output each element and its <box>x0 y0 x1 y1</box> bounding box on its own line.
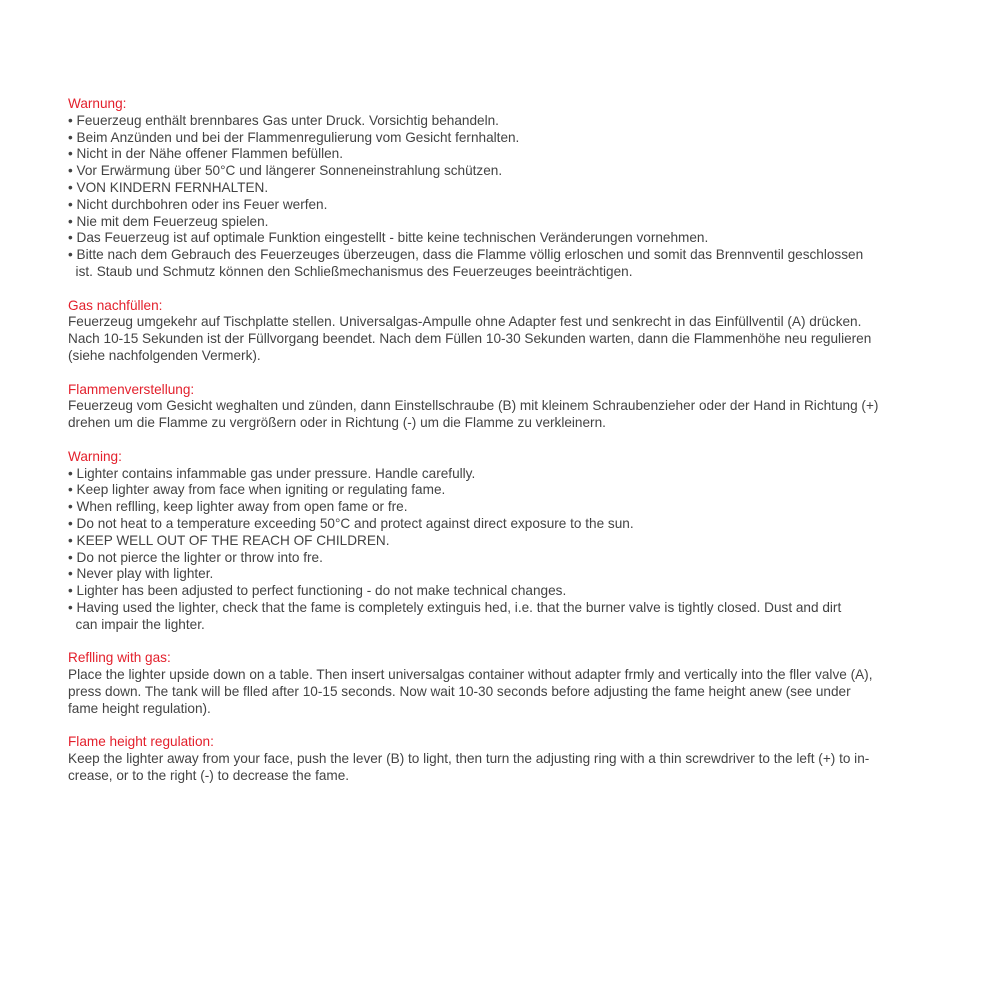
section-body-refilling-with-gas: Place the lighter upside down on a table. Then insert universalgas container without adapter frmly and vertically into the fller valve (A), press down. The tank will be flled after 10-15 seconds. Now wait 10-30 seconds before adjusting the fame height anew (see under fame height regulation). <box>68 667 873 716</box>
section-body-warning-en: • Lighter contains infammable gas under pressure. Handle carefully. • Keep lighter away from face when igniting or regulating fame. • When reflling, keep lighter away from open fame or fre. • Do not heat to a temperature exceeding 50°C and protect against direct exposure to the sun. • KEEP WELL OUT OF THE REACH OF CHILDREN. • Do not pierce the lighter or throw into fre. • Never play with lighter. • Lighter has been adjusted to perfect functioning - do not make technical changes. • Having used the lighter, check that the fame is completely extinguis hed, i.e. that the burner valve is tightly closed. Dust and dirt can impair the lighter. <box>68 465 842 632</box>
section-heading-flame-height-regulation: Flame height regulation: <box>68 734 214 750</box>
section-heading-gas-nachfuellen: Gas nachfüllen: <box>68 297 163 313</box>
section-heading-warning-en: Warning: <box>68 448 122 464</box>
section-heading-warnung-de: Warnung: <box>68 96 127 111</box>
section-body-flammenverstellung: Feuerzeug vom Gesicht weghalten und zünden, dann Einstellschraube (B) mit kleinem Schraubenzieher oder der Hand in Richtung (+) drehen um die Flamme zu vergrößern oder in Richtung (-) um die Flamme zu verkleinern. <box>68 398 879 431</box>
section-warnung-de <box>68 96 978 281</box>
section-flame-height-regulation <box>68 734 978 784</box>
section-refilling-with-gas <box>68 650 978 717</box>
section-heading-flammenverstellung: Flammenverstellung: <box>68 381 195 397</box>
section-body-flame-height-regulation: Keep the lighter away from your face, push the lever (B) to light, then turn the adjusting ring with a thin screwdriver to the left (+) to in- crease, or to the right (-) to decrease the fame. <box>68 751 870 783</box>
section-flammenverstellung <box>68 382 978 432</box>
section-body-gas-nachfuellen: Feuerzeug umgekehr auf Tischplatte stellen. Universalgas-Ampulle ohne Adapter fest und senkrecht in das Einfüllventil (A) drücken. Nach 10-15 Sekunden ist der Füllvorgang beendet. Nach dem Füllen 10-30 Sekunden warten, dann die Flammenhöhe neu regulieren (siehe nachfolgenden Vermerk). <box>68 314 872 363</box>
instruction-content <box>68 96 978 801</box>
section-body-warnung-de: • Feuerzeug enthält brennbares Gas unter Druck. Vorsichtig behandeln. • Beim Anzünden und bei der Flammenregulierung vom Gesicht fernhalten. • Nicht in der Nähe offener Flammen befüllen. • Vor Erwärmung über 50°C und längerer Sonneneinstrahlung schützen. • VON KINDERN FERNHALTEN. • Nicht durchbohren oder ins Feuer werfen. • Nie mit dem Feuerzeug spielen. • Das Feuerzeug ist auf optimale Funktion eingestellt - bitte keine technischen Veränderungen vornehmen. • Bitte nach dem Gebrauch des Feuerzeuges überzeugen, dass die Flamme völlig erloschen und somit das Brennventil geschlossen ist. Staub und Schmutz können den Schließmechanismus des Feuerzeuges beeinträchtigen. <box>68 112 864 279</box>
section-warning-en <box>68 449 978 634</box>
section-gas-nachfuellen <box>68 298 978 365</box>
section-heading-refilling-with-gas: Reflling with gas: <box>68 650 171 666</box>
